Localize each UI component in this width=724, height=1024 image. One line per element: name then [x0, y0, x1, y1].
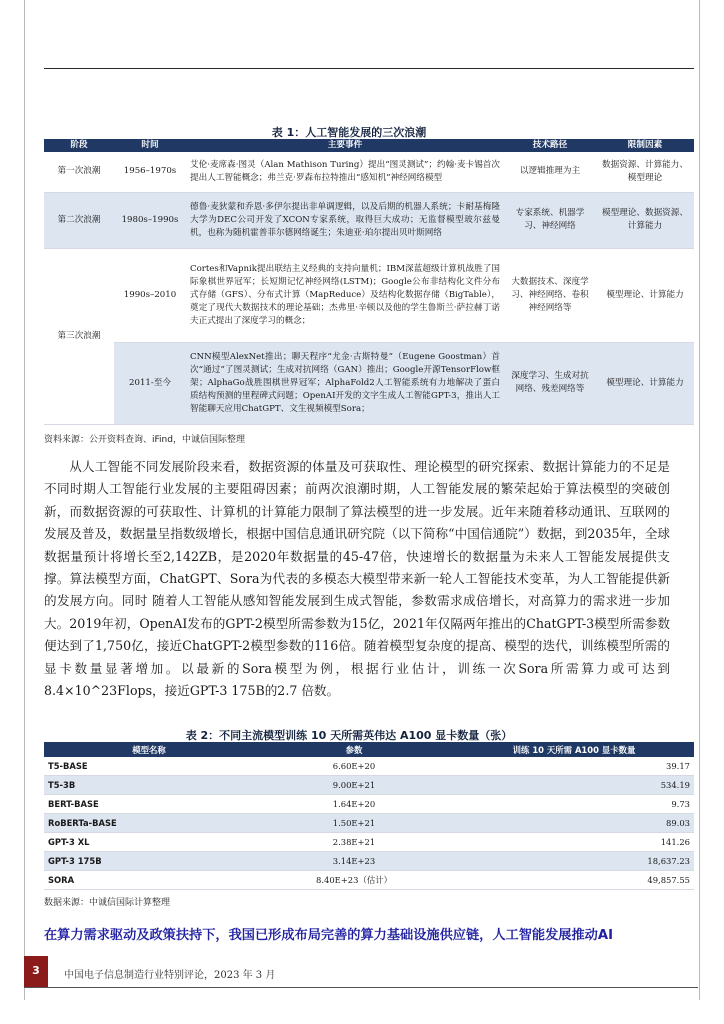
table1-caption: 表 1：人工智能发展的三次浪潮 [271, 126, 427, 139]
col-model-name: 模型名称 [44, 742, 254, 757]
table-row [44, 833, 694, 852]
gpu-count-table [44, 742, 694, 890]
gpu-cell: 534.19 [454, 776, 694, 795]
gpu-cell: 141.26 [454, 833, 694, 852]
body-paragraph: 从人工智能不同发展阶段来看，数据资源的体量及可获取性、理论模型的研究探索、数据计算能力的不足是不同时期人工智能行业发展的主要阻碍因素；前两次浪潮时期，人工智能发展的繁荣起始于算法模型的突破创新，而数据资源的可获取性、计算机的计算能力限制了算法模型的进一步发展。近年来随着移动通讯、互联网的发展及普及，数据量呈指数级增长，根据中国信息通讯研究院（以下简称“中国信通院”）数据，到2035年，全球数据量预计将增长至2,142ZB，是2020年数据量的45-47倍，快速增长的数据量为未来人工智能发展提供支撑。算法模型方面，ChatGPT、Sora为代表的多模态大模型带来新一轮人工智能技术变革，为人工智能提供新的发展方向。同时 随着人工智能从感知智能发展到生成式智能，参数需求成倍增长，对高算力的需求进一步加大。2019年初，OpenAI发布的GPT-2模型所需参数为15亿，2021年仅隔两年推出的ChatGPT-3模型所需参数便达到了1,750亿，接近ChatGPT-2模型参数的116倍。随着模型复杂度的提高、模型的迭代，训练模型所需的显卡数量显著增加。以最新的Sora模型为例，根据行业估计，训练一次Sora所需算力或可达到 8.4×10^23Flops，接近GPT-3 175B的2.7 倍数。 [44, 459, 670, 699]
stage-cell: 第二次浪潮 [44, 192, 114, 248]
time-cell: 1990s–2010 [114, 248, 186, 342]
table2-source: 数据来源：中诚信国际计算整理 [44, 898, 171, 908]
col-gpu-count: 训练 10 天所需 A100 显卡数量 [454, 742, 694, 757]
time-cell: 1980s–1990s [114, 192, 186, 248]
events-cell: 艾伦·麦席森·图灵（Alan Mathison Turing）提出“图灵测试”；约翰·麦卡锡首次提出人工智能概念；弗兰克·罗森布拉特推出“感知机”神经网络模型 [186, 152, 504, 192]
events-cell: Cortes和Vapnik提出联结主义经典的支持向量机；IBM深蓝超级计算机战胜了国际象棋世界冠军；长短期记忆神经网络(LSTM)；Google公布非结构化文件分布式存储（GFS）、分布式计算（MapReduce）及结构化数据存储（BigTable），奠定了现代大数据技术的理论基础；杰弗里·辛顿以及他的学生鲁斯兰·萨拉赫丁诺夫正式提出了深度学习的概念； [186, 248, 504, 342]
params-cell: 1.50E+21 [254, 814, 454, 833]
limits-cell: 模型理论、计算能力 [596, 342, 694, 424]
model-name-cell: RoBERTa-BASE [44, 814, 254, 833]
table-row [44, 248, 694, 342]
col-events: 主要事件 [186, 139, 504, 152]
table-row [44, 192, 694, 248]
gpu-cell: 39.17 [454, 757, 694, 776]
col-params: 参数 [254, 742, 454, 757]
path-cell: 专家系统、机器学习、神经网络 [504, 192, 596, 248]
params-cell: 1.64E+20 [254, 795, 454, 814]
events-cell: 德鲁·麦狄蒙和乔恩·多伊尔提出非单调逻辑，以及后期的机器人系统；卡耐基梅隆大学为DEC公司开发了XCON专家系统，取得巨大成功；无监督模型玻尔兹曼机，也称为随机霍普菲尔德网络诞生；朱迪亚·珀尔提出贝叶斯网络 [186, 192, 504, 248]
col-path: 技术路径 [504, 139, 596, 152]
header-rule [44, 68, 694, 69]
footer-text: 中国电子信息制造行业特别评论，2023 年 3 月 [64, 970, 276, 981]
footer-rule [24, 987, 698, 988]
params-cell: 8.40E+23（估计） [254, 871, 454, 890]
table-row [44, 776, 694, 795]
table-row [44, 871, 694, 890]
path-cell: 大数据技术、深度学习、神经网络、卷积神经网络等 [504, 248, 596, 342]
model-name-cell: GPT-3 175B [44, 852, 254, 871]
time-cell: 2011-至今 [114, 342, 186, 424]
model-name-cell: GPT-3 XL [44, 833, 254, 852]
model-name-cell: T5-BASE [44, 757, 254, 776]
section-headline: 在算力需求驱动及政策扶持下，我国已形成布局完善的算力基础设施供应链，人工智能发展推动AI [44, 928, 613, 943]
gpu-cell: 9.73 [454, 795, 694, 814]
ai-waves-table [44, 139, 694, 425]
params-cell: 9.00E+21 [254, 776, 454, 795]
table-row [44, 342, 694, 424]
gpu-cell: 89.03 [454, 814, 694, 833]
model-name-cell: SORA [44, 871, 254, 890]
gpu-cell: 49,857.55 [454, 871, 694, 890]
path-cell: 以逻辑推理为主 [504, 152, 596, 192]
time-cell: 1956–1970s [114, 152, 186, 192]
col-limits: 限制因素 [596, 139, 694, 152]
table-row [44, 852, 694, 871]
model-name-cell: T5-3B [44, 776, 254, 795]
table-row [44, 152, 694, 192]
params-cell: 2.38E+21 [254, 833, 454, 852]
col-stage: 阶段 [44, 139, 114, 152]
events-cell: CNN模型AlexNet推出；聊天程序“尤金·古斯特曼”（Eugene Goostman）首次“通过”了图灵测试；生成对抗网络（GAN）推出；Google开源TensorFlow框架；AlphaGo战胜围棋世界冠军；AlphaFold2人工智能系统有力地解决了蛋白质结构预测的里程碑式问题；OpenAI开发的文字生成人工智能GPT-3，推出人工智能聊天应用ChatGPT、文生视频模型Sora； [186, 342, 504, 424]
table2-header-row [44, 742, 694, 757]
col-time: 时间 [114, 139, 186, 152]
page-number-badge: 3 [24, 956, 48, 988]
table2-caption: 表 2：不同主流模型训练 10 天所需英伟达 A100 显卡数量（张） [185, 729, 513, 742]
gpu-cell: 18,637.23 [454, 852, 694, 871]
table-row [44, 814, 694, 833]
limits-cell: 数据资源、计算能力、模型理论 [596, 152, 694, 192]
table1-header-row [44, 139, 694, 152]
stage-cell: 第三次浪潮 [44, 248, 114, 424]
limits-cell: 模型理论、数据资源、计算能力 [596, 192, 694, 248]
model-name-cell: BERT-BASE [44, 795, 254, 814]
table1-source: 资料来源：公开资料查询、iFind，中诚信国际整理 [44, 435, 245, 445]
stage-cell: 第一次浪潮 [44, 152, 114, 192]
table-row [44, 795, 694, 814]
table-row [44, 757, 694, 776]
params-cell: 6.60E+20 [254, 757, 454, 776]
limits-cell: 模型理论、计算能力 [596, 248, 694, 342]
path-cell: 深度学习、生成对抗网络、残差网络等 [504, 342, 596, 424]
params-cell: 3.14E+23 [254, 852, 454, 871]
